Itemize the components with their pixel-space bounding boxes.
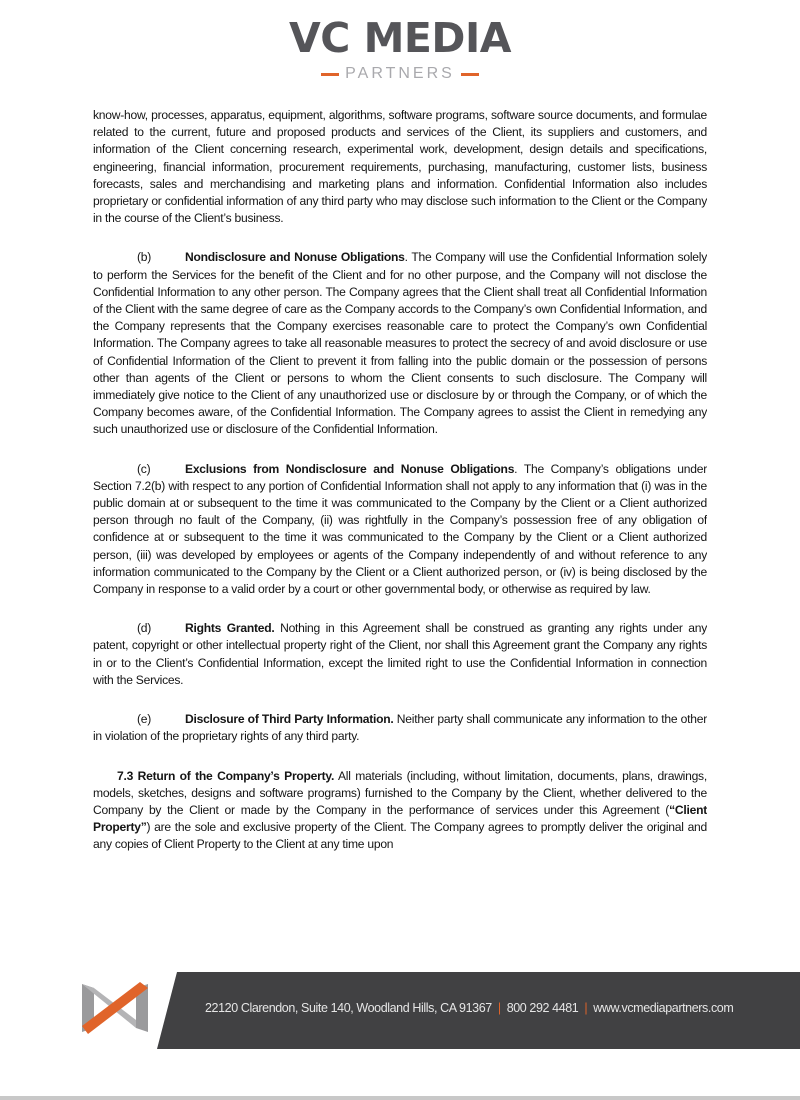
clause-text: . The Company will use the Confidential Information solely to perform the Services for the benefit of the Client and for no other purpose, and the Company will not disclose the Confidential Information to any other person. The Company agrees that the Client shall treat all Confidential Information of the Client with the same degree of care as the Company accords to the Company’s own Confidential Information, and the Company represents that the Company exercises reasonable care to protect the Company’s own Confidential Information. The Company agrees to take all reasonable measures to protect the secrecy of and avoid disclosure or use of Confidential Information of the Client to prevent it from falling into the public domain or the possession of persons other than agents of the Client or persons to whom the Client consents to such disclosure. The Company will immediately give notice to the Client of any unauthorized use or disclosure by or through the Company, or of which the Company becomes aware, of the Confidential Information. The Company agrees to assist the Client in remedying any such unauthorized use or disclosure of the Confidential Information. bbox=[93, 250, 707, 437]
page-footer bbox=[0, 972, 800, 1050]
clause-heading: Nondisclosure and Nonuse Obligations bbox=[185, 250, 405, 265]
footer-contact bbox=[205, 1001, 733, 1015]
section-text-a: All materials (including, without limitation, documents, plans, drawings, models, sketches, designs and software programs) furnished to the Company by the Client, whether delivered to the Company by the Client or made by the Company in the performance of services under this Agreement ( bbox=[93, 768, 707, 817]
logo-dash-right bbox=[461, 73, 479, 76]
clause-label: (e) bbox=[137, 712, 152, 727]
company-logo bbox=[0, 14, 800, 84]
logo-sub-text: PARTNERS bbox=[345, 65, 455, 82]
separator: | bbox=[497, 1001, 501, 1015]
footer-phone: 800 292 4481 bbox=[506, 1001, 579, 1015]
logo-main-text: VC MEDIA bbox=[289, 14, 511, 62]
paragraph-d bbox=[93, 620, 707, 689]
section-number: 7.3 bbox=[117, 768, 134, 783]
clause-label: (d) bbox=[137, 621, 152, 636]
clause-text: . The Company’s obligations under Section 7.2(b) with respect to any portion of Confidential Information shall not apply to any information that (i) was in the public domain at or subsequent to the time it was communicated to the Company by the Client or a Client authorized person through no fault of the Company, (ii) was rightfully in the Company’s possession free of any obligation of confidence at or subsequent to the time it was communicated to the Company by the Client or a Client authorized person, (iii) was developed by employees or agents of the Company independently of and without reference to any information communicated to the Company by the Client or a Client authorized person, or (iv) is being disclosed by the Company in response to a valid order by a court or other governmental body, or otherwise as required by law. bbox=[93, 461, 707, 597]
clause-text: Neither party shall communicate any information to the other in violation of the proprietary rights of any third party. bbox=[93, 712, 707, 744]
section-7-3 bbox=[93, 768, 707, 854]
clause-label: (c) bbox=[137, 461, 151, 476]
clause-heading: Rights Granted. bbox=[185, 621, 275, 636]
footer-logo-icon bbox=[80, 980, 150, 1036]
clause-heading: Disclosure of Third Party Information. bbox=[185, 712, 394, 727]
clause-label: (b) bbox=[137, 250, 152, 265]
document-body bbox=[93, 107, 707, 969]
footer-website: www.vcmediapartners.com bbox=[593, 1001, 734, 1015]
paragraph-b bbox=[93, 249, 707, 438]
page-edge bbox=[0, 1096, 800, 1100]
paragraph-continued: know-how, processes, apparatus, equipment, algorithms, software programs, software source documents, and formulae related to the current, future and proposed products and services of the Client, its suppliers and customers, and information of the Client concerning research, experimental work, development, design details and specifications, engineering, financial information, procurement requirements, purchasing, manufacturing, customer lists, business forecasts, sales and merchandising and marketing plans and information. Confidential Information also includes proprietary or confidential information of any third party who may disclose such information to the Client or the Company in the course of the Client’s business. bbox=[93, 108, 707, 226]
clause-heading: Exclusions from Nondisclosure and Nonuse Obligations bbox=[185, 461, 515, 476]
logo-subtitle bbox=[0, 64, 800, 84]
paragraph-c bbox=[93, 461, 707, 599]
section-text-b: ) are the sole and exclusive property of the Client. The Company agrees to promptly deliver the original and any copies of Client Property to the Client at any time upon bbox=[93, 820, 707, 852]
defined-term: “Client Property” bbox=[93, 802, 707, 835]
clause-text: Nothing in this Agreement shall be construed as granting any rights under any patent, copyright or other intellectual property right of the Client, nor shall this Agreement grant the Company any rights in or to the Client’s Confidential Information, except the limited right to use the Confidential Information in connection with the Services. bbox=[93, 621, 707, 687]
footer-address: 22120 Clarendon, Suite 140, Woodland Hills, CA 91367 bbox=[205, 1001, 492, 1015]
paragraph-e bbox=[93, 711, 707, 745]
logo-dash-left bbox=[321, 73, 339, 76]
separator: | bbox=[584, 1001, 588, 1015]
section-heading: Return of the Company’s Property. bbox=[137, 768, 335, 783]
